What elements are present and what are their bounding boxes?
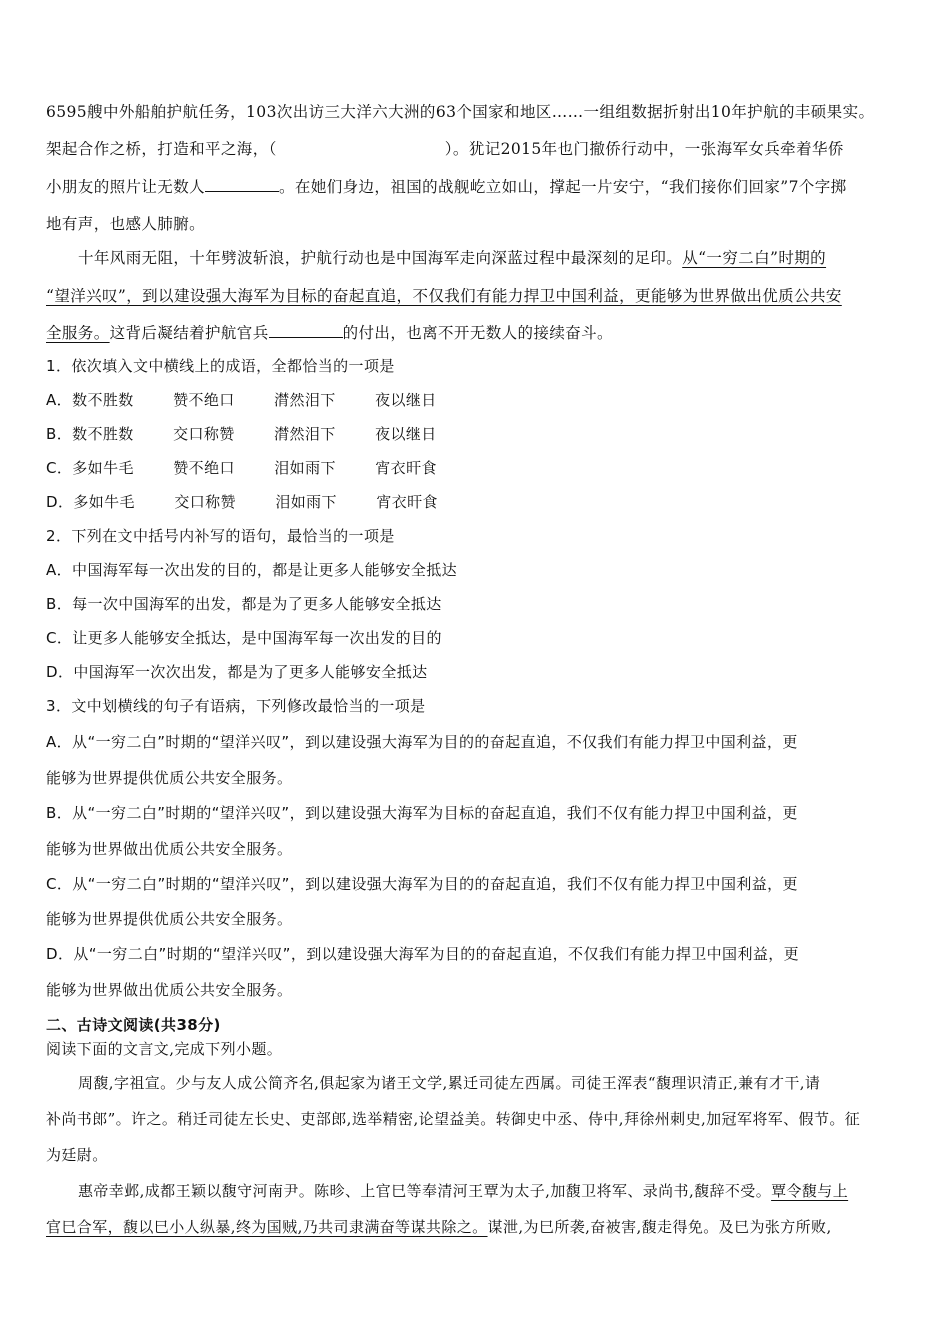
option-word: 交口称赞: [173, 425, 235, 443]
option-label: A．: [46, 391, 73, 409]
option-word: 赞不绝口: [173, 459, 235, 477]
option-word: 泪如雨下: [274, 459, 336, 477]
passage-text: 架起合作之桥，打造和平之海，（: [46, 140, 277, 158]
q1-option-b[interactable]: [46, 422, 908, 446]
q3-option-c[interactable]: C．从“一穷二白”时期的“望洋兴叹”，到以建设强大海军为目的的奋起直追，我们不仅有能力捍卫中国利益，更: [46, 875, 798, 893]
option-word: 多如牛毛: [73, 493, 135, 511]
question-2-stem: 2．下列在文中括号内补写的语句，最恰当的一项是: [46, 527, 395, 545]
passage-line: 地有声，也感人肺腑。: [46, 215, 206, 233]
q2-option-a[interactable]: A．中国海军每一次出发的目的，都是让更多人能够安全抵达: [46, 561, 458, 579]
passage-text: 十年风雨无阻，十年劈波斩浪，护航行动也是中国海军走向深蓝过程中最深刻的足印。: [78, 249, 683, 267]
passage-text: 这背后凝结着护航官兵: [109, 324, 269, 342]
passage-text: 小朋友的照片让无数人: [46, 178, 206, 196]
passage-text: 。在她们身边，祖国的战舰屹立如山，撑起一片安宁，“我们接你们回家”7个字掷: [279, 178, 847, 196]
q1-option-c[interactable]: [46, 456, 908, 480]
option-word: 潸然泪下: [274, 425, 336, 443]
q3-option-d[interactable]: D．从“一穷二白”时期的“望洋兴叹”，到以建设强大海军为目的的奋起直追，不仅我们有能力捍卫中国利益，更: [46, 945, 800, 963]
underlined-sentence: 从“一穷二白”时期的: [682, 249, 827, 267]
option-label: B．: [46, 425, 73, 443]
section-instruction: 阅读下面的文言文,完成下列小题。: [46, 1040, 283, 1058]
classical-text-line: [46, 1215, 908, 1239]
passage-line: [46, 137, 908, 161]
underlined-sentence: 全服务。: [46, 324, 110, 342]
q3-option-b-cont[interactable]: 能够为世界做出优质公共安全服务。: [46, 840, 293, 858]
option-word: 宵衣旰食: [375, 459, 437, 477]
q1-option-a[interactable]: [46, 388, 908, 412]
classical-text: 谋泄,为巳所袭,奋被害,馥走得免。及巳为张方所败,: [487, 1218, 832, 1236]
q2-option-d[interactable]: D．中国海军一次次出发，都是为了更多人能够安全抵达: [46, 663, 428, 681]
classical-text-line: 补尚书郎”。许之。稍迁司徒左长史、吏部郎,选举精密,论望益美。转御史中丞、侍中,拜徐州刺史,加冠军将军、假节。征: [46, 1110, 861, 1128]
q3-option-b[interactable]: B．从“一穷二白”时期的“望洋兴叹”，到以建设强大海军为目标的奋起直追，我们不仅有能力捍卫中国利益，更: [46, 804, 798, 822]
option-word: 数不胜数: [72, 425, 134, 443]
passage-line: 6595艘中外船舶护航任务，103次出访三大洋六大洲的63个国家和地区……一组组数据折射出10年护航的丰硕果实。: [46, 103, 875, 121]
option-word: 夜以继日: [375, 391, 437, 409]
underlined-sentence: “望洋兴叹”，到以建设强大海军为目标的奋起直追，不仅我们有能力捍卫中国利益，更能够为世界做出优质公共安: [46, 287, 842, 305]
option-label: D．: [46, 493, 74, 511]
passage-line: [78, 246, 908, 270]
q2-option-c[interactable]: C．让更多人能够安全抵达，是中国海军每一次出发的目的: [46, 629, 442, 647]
passage-line: [46, 321, 908, 345]
q3-option-a[interactable]: A．从“一穷二白”时期的“望洋兴叹”，到以建设强大海军为目的的奋起直追，不仅我们有能力捍卫中国利益，更: [46, 733, 798, 751]
classical-text-line: [78, 1179, 908, 1203]
option-word: 数不胜数: [72, 391, 134, 409]
passage-text: 的付出，也离不开无数人的接续奋斗。: [342, 324, 613, 342]
option-label: C．: [46, 459, 73, 477]
option-word: 潸然泪下: [274, 391, 336, 409]
option-word: 宵衣旰食: [376, 493, 438, 511]
fill-blank: [205, 177, 279, 192]
option-word: 泪如雨下: [275, 493, 337, 511]
q3-option-a-cont[interactable]: 能够为世界提供优质公共安全服务。: [46, 769, 293, 787]
q1-option-d[interactable]: [46, 490, 908, 514]
option-word: 多如牛毛: [72, 459, 134, 477]
q3-option-c-cont[interactable]: 能够为世界提供优质公共安全服务。: [46, 910, 293, 928]
question-1-stem: 1．依次填入文中横线上的成语，全都恰当的一项是: [46, 357, 395, 375]
underlined-sentence: 覃令馥与上: [771, 1182, 849, 1200]
classical-text-line: 为廷尉。: [46, 1146, 108, 1164]
classical-text: 惠帝幸邺,成都王颖以馥守河南尹。陈昣、上官巳等奉清河王覃为太子,加馥卫将军、录尚书,馥辞不受。: [78, 1182, 772, 1200]
passage-line: [46, 175, 908, 199]
underlined-sentence: 官巳合军，馥以巳小人纵暴,终为国贼,乃共司隶满奋等谋共除之。: [46, 1218, 488, 1236]
passage-line: [46, 284, 908, 308]
section-heading: 二、古诗文阅读(共38分): [46, 1016, 221, 1034]
option-word: 夜以继日: [375, 425, 437, 443]
question-3-stem: 3．文中划横线的句子有语病，下列修改最恰当的一项是: [46, 697, 426, 715]
fill-blank: [269, 323, 343, 338]
option-word: 赞不绝口: [173, 391, 235, 409]
option-word: 交口称赞: [174, 493, 236, 511]
passage-text: ）。犹记2015年也门撤侨行动中，一张海军女兵牵着华侨: [444, 140, 844, 158]
q3-option-d-cont[interactable]: 能够为世界做出优质公共安全服务。: [46, 981, 293, 999]
classical-text-line: 周馥,字祖宣。少与友人成公简齐名,俱起家为诸王文学,累迁司徒左西属。司徒王浑表“馥理识清正,兼有才干,请: [78, 1074, 821, 1092]
q2-option-b[interactable]: B．每一次中国海军的出发，都是为了更多人能够安全抵达: [46, 595, 442, 613]
